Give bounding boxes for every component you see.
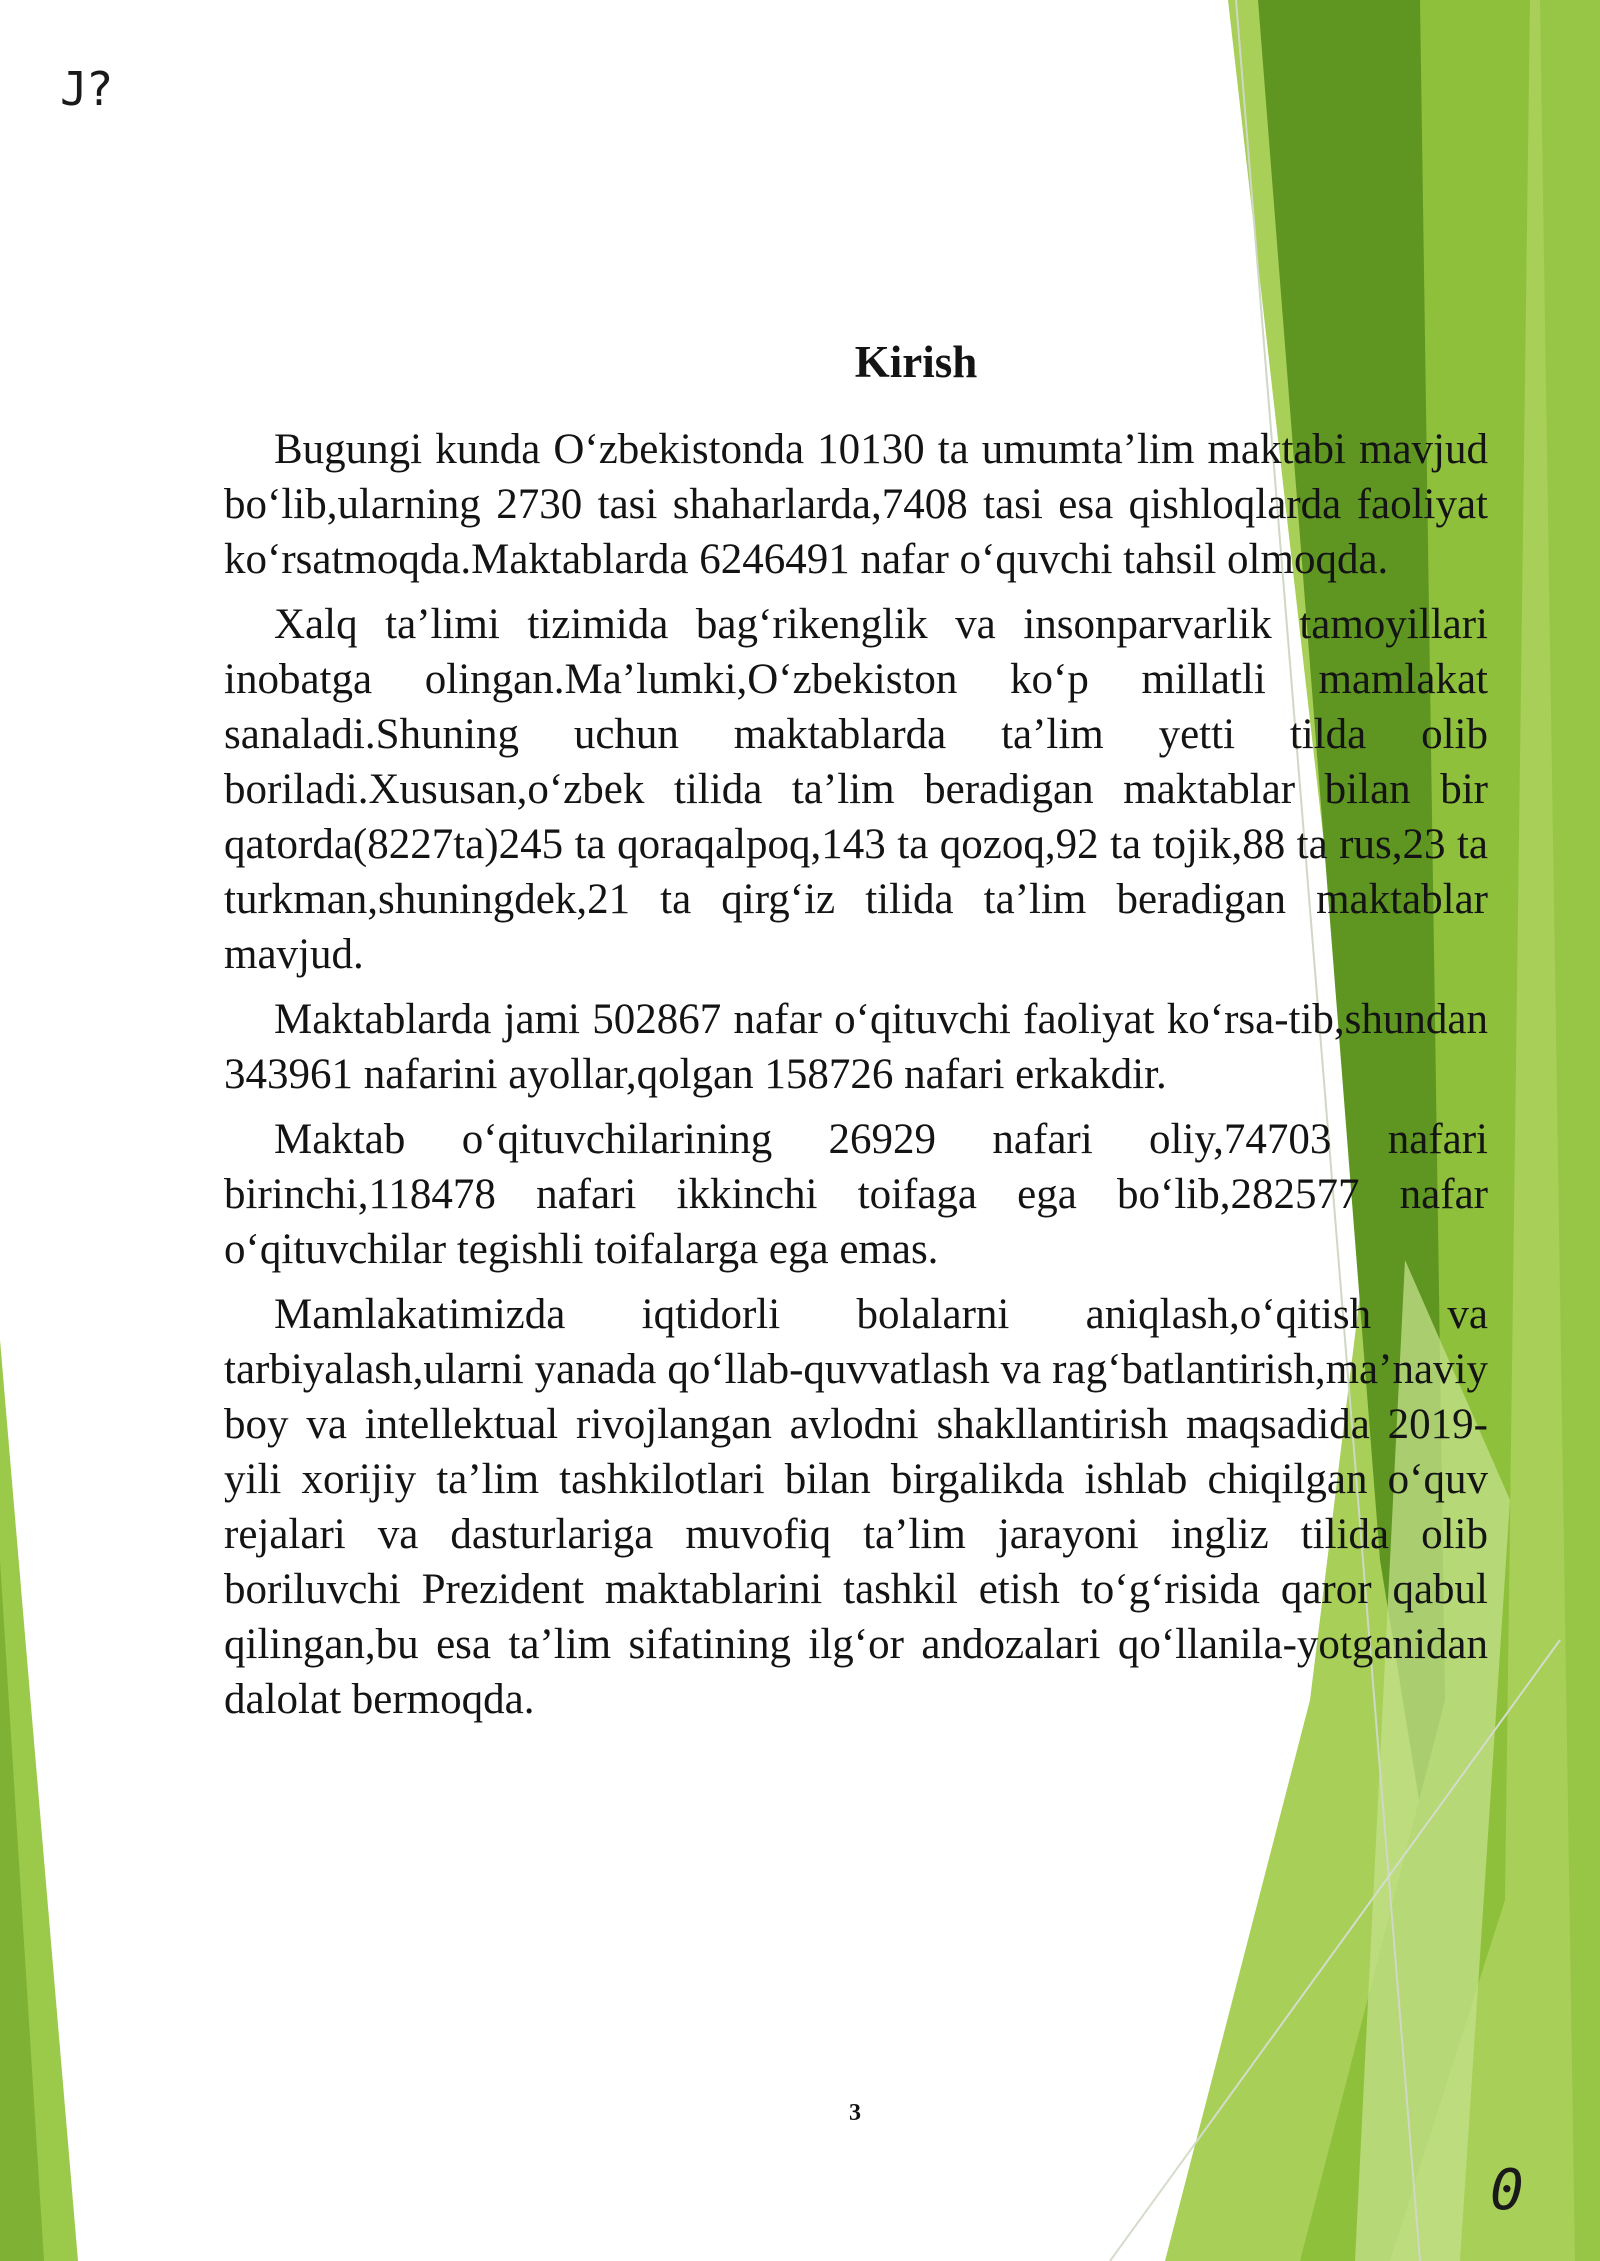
page-body	[224, 332, 1488, 1737]
corner-mark-bottom: 0	[1490, 2158, 1524, 2223]
paragraph-1: Bugungi kunda O‘zbekistonda 10130 ta umumta’lim maktabi mavjud bo‘lib,ularning 2730 tasi shaharlarda,7408 tasi esa qishloqlarda faoliyat ko‘rsatmoqda.Maktablarda 6246491 nafar o‘quvchi tahsil olmoqda.	[224, 426, 1488, 583]
page-title: Kirish	[854, 337, 978, 387]
page-number: 3	[849, 2100, 861, 2126]
paragraph-4: Maktab o‘qituvchilarining 26929 nafari oliy,74703 nafari birinchi,118478 nafari ikkinchi toifaga ega bo‘lib,282577 nafar o‘qituvchilar tegishli toifalarga ega emas.	[224, 1116, 1488, 1273]
paragraph-3: Maktablarda jami 502867 nafar o‘qituvchi faoliyat ko‘rsa-tib,shundan 343961 nafarini ayollar,qolgan 158726 nafari erkakdir.	[224, 996, 1488, 1098]
paragraph-2: Xalq ta’limi tizimida bag‘rikenglik va insonparvarlik tamoyillari inobatga olingan.Ma’lumki,O‘zbekiston ko‘p millatli mamlakat sanaladi.Shuning uchun maktablarda ta’lim yetti tilda olib boriladi.Xususan,o‘zbek tilida ta’lim beradigan maktablar bilan bir qatorda(8227ta)245 ta qoraqalpoq,143 ta qozoq,92 ta tojik,88 ta rus,23 ta turkman,shuningdek,21 ta qirg‘iz tilida ta’lim beradigan maktablar mavjud.	[224, 601, 1488, 978]
corner-mark-top: J?	[60, 62, 112, 116]
paragraph-5: Mamlakatimizda iqtidorli bolalarni aniqlash,o‘qitish va tarbiyalash,ularni yanada qo‘llab-quvvatlash va rag‘batlantirish,ma’naviy boy va intellektual rivojlangan avlodni shakllantirish maqsadida 2019-yili xorijiy ta’lim tashkilotlari bilan birgalikda ishlab chiqilgan o‘quv rejalari va dasturlariga muvofiq ta’lim jarayoni ingliz tilida olib boriluvchi Prezident maktablarini tashkil etish to‘g‘risida qaror qabul qilingan,bu esa ta’lim sifatining ilg‘or andozalari qo‘llanila-yotganidan dalolat bermoqda.	[224, 1291, 1488, 1723]
